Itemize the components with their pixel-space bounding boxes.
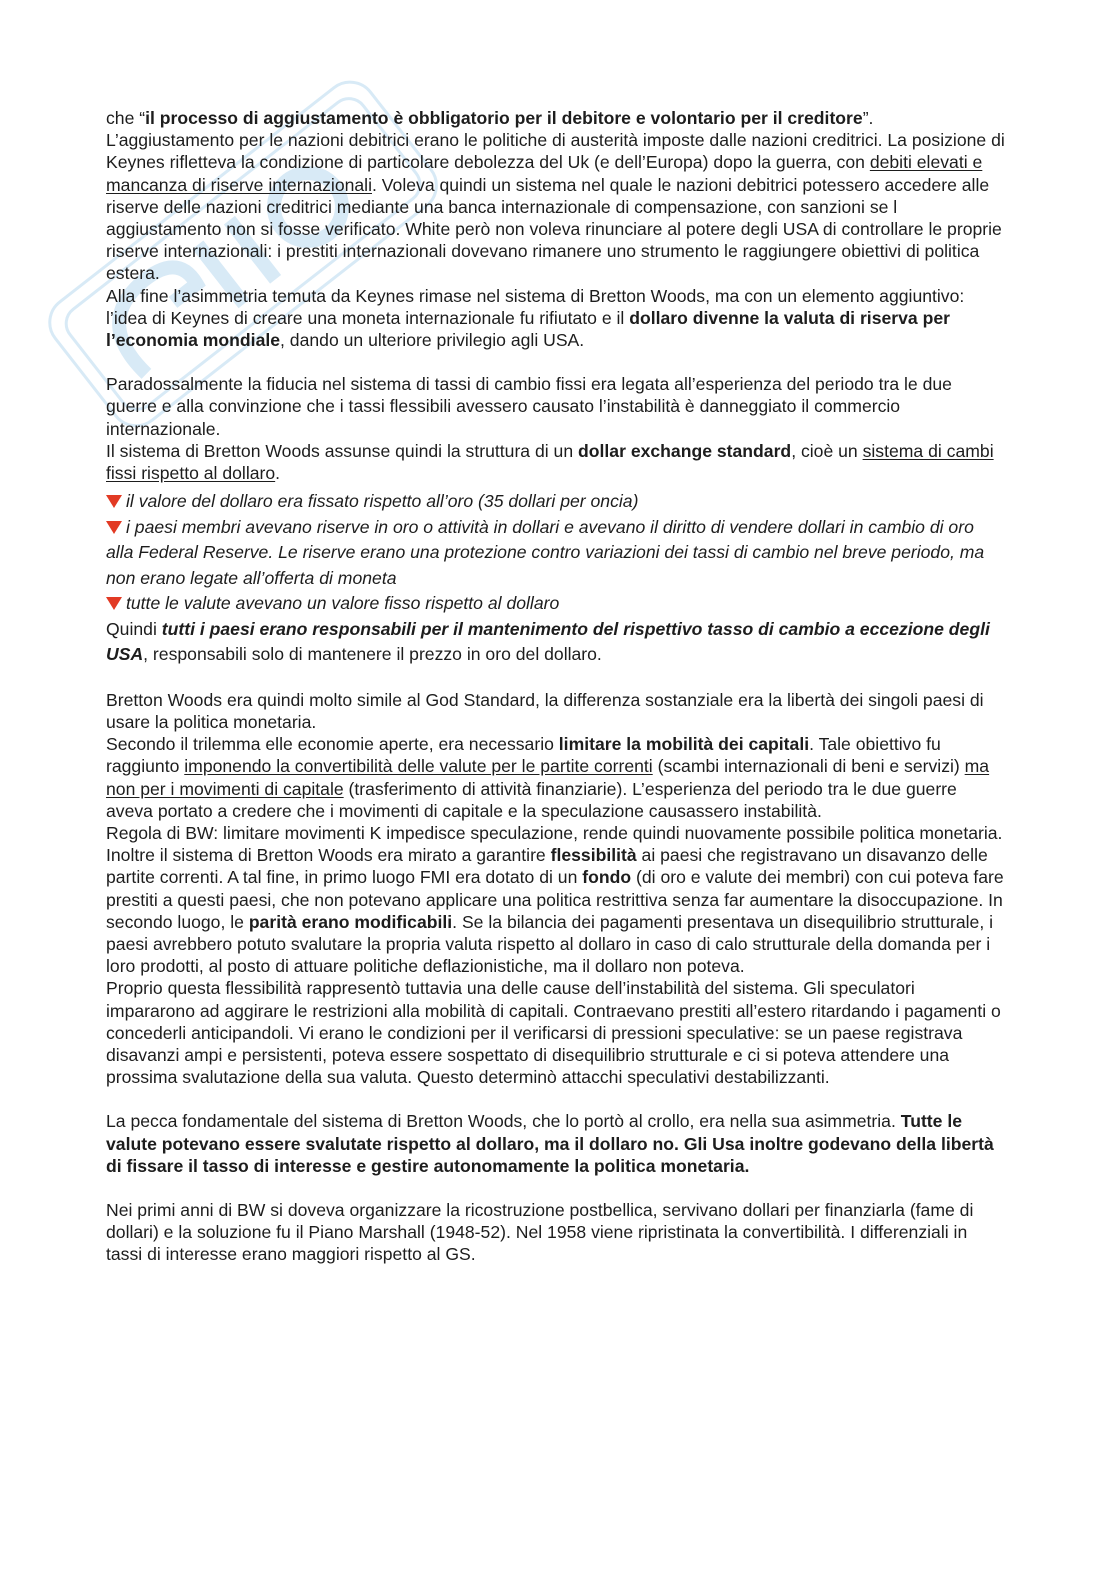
text-run: . Tale obiettivo fu raggiunto — [106, 734, 941, 777]
document-page — [106, 107, 1006, 1266]
bullet-item — [106, 489, 1006, 515]
text-run: La pecca fondamentale del sistema di Bretton Woods, che lo portò al crollo, era nella sua asimmetria. — [106, 1111, 901, 1132]
text-run: Bretton Woods era quindi molto simile al God Standard, la differenza sostanziale era la libertà dei singoli paesi di usare la politica monetaria. — [106, 689, 984, 732]
text-run: Quindi — [106, 618, 162, 639]
paragraph — [106, 689, 1006, 733]
text-run: ”. L’aggiustamento per le nazioni debitrici erano le politiche di austerità imposte dalle nazioni creditrici. La posizione di Keynes rifletteva la condizione di particolare debolezza del Uk (e dell’Europa) dopo la guerra, con — [106, 108, 1005, 173]
text-run: Nei primi anni di BW si doveva organizzare la ricostruzione postbellica, servivano dollari per finanziarla (fame di dollari) e la soluzione fu il Piano Marshall (1948-52). Nel 1958 viene ripristinata la convertibilità. I differenziali in tassi di interesse erano maggiori rispetto al GS. — [106, 1200, 974, 1265]
paragraph-spacer — [106, 1088, 1006, 1110]
underlined-text: ma non per i movimenti di capitale — [106, 756, 990, 799]
text-run: , dando un ulteriore privilegio agli USA. — [280, 330, 585, 351]
text-run: ai paesi che registravano un disavanzo delle partite correnti. A tal fine, in primo luogo FMI era dotato di un — [106, 845, 988, 888]
bold-text: limitare la mobilità dei capitali — [558, 734, 810, 755]
underlined-text: debiti elevati e mancanza di riserve internazionali — [106, 152, 983, 195]
bold-text: fondo — [582, 867, 632, 888]
text-run: . Voleva quindi un sistema nel quale le nazioni debitrici potessero accedere alle riserve delle nazioni creditrici mediante una banca internazionale di compensazione, con sanzioni se l aggiustamento non si fosse verificato. White però non voleva rinunciare al potere degli USA di controllare le proprie riserve internazionali: i prestiti internazionali dovevano rimanere uno strumento le raggiungere obiettivi di politica estera. — [106, 174, 1002, 284]
text-run: (scambi internazionali di beni e servizi) — [652, 756, 965, 777]
text-run: il valore del dollaro era fissato rispetto all’oro (35 dollari per oncia) — [126, 491, 639, 512]
paragraph-spacer — [106, 667, 1006, 689]
paragraph — [106, 1199, 1006, 1266]
text-run: Alla fine l’asimmetria temuta da Keynes rimase nel sistema di Bretton Woods, ma con un elemento aggiuntivo: l’idea di Keynes di creare una moneta internazionale fu rifiutato e il — [106, 285, 965, 328]
paragraph — [106, 1110, 1006, 1177]
text-run: . Se la bilancia dei pagamenti presentava un disequilibrio strutturale, i paesi avrebbero potuto svalutare la propria valuta rispetto al dollaro in caso di calo strutturale della domanda per i loro prodotti, al posto di attuare politiche deflazionistiche, ma il dollaro non poteva. — [106, 911, 994, 977]
red-triangle-bullet-icon — [106, 495, 122, 508]
text-run: tutte le valute avevano un valore fisso rispetto al dollaro — [126, 593, 560, 614]
paragraph — [106, 440, 1006, 484]
underlined-text: imponendo la convertibilità delle valute per le partite correnti — [184, 756, 653, 777]
bold-text: dollaro divenne la valuta di riserva per l’economia mondiale — [106, 307, 950, 351]
text-run: Secondo il trilemma elle economie aperte, era necessario — [106, 734, 559, 755]
paragraph-spacer — [106, 351, 1006, 373]
paragraph — [106, 107, 1006, 285]
bold-text: Tutte le valute potevano essere svalutate rispetto al dollaro, ma il dollaro no. Gli Usa inoltre godevano della libertà di fissare il tasso di interesse e gestire autonomamente la politica monetaria. — [106, 1111, 994, 1176]
text-run: (trasferimento di attività finanziarie). L’esperienza del periodo tra le due guerre aveva portato a credere che i movimenti di capitale e la speculazione causassero instabilità. — [106, 778, 957, 821]
text-run: Inoltre il sistema di Bretton Woods era mirato a garantire — [106, 845, 551, 866]
text-run: . — [275, 463, 281, 484]
bold-text: parità erano modificabili — [248, 911, 453, 932]
text-run: Paradossalmente la fiducia nel sistema di tassi di cambio fissi era legata all’esperienza del periodo tra le due guerre e alla convinzione che i tassi flessibili avessero causato l’instabilità è danneggiato il commercio internazionale. — [106, 374, 952, 439]
underlined-text: sistema di cambi fissi rispetto al dollaro — [106, 440, 994, 484]
paragraph — [106, 733, 1006, 822]
text-run: Il sistema di Bretton Woods assunse quindi la struttura di un — [106, 440, 579, 461]
text-run: , responsabili solo di mantenere il prezzo in oro del dollaro. — [143, 643, 602, 664]
text-run: (di oro e valute dei membri) con cui poteva fare prestiti a questi paesi, che non potevano applicare una politica restrittiva senza far aumentare la disoccupazione. In secondo luogo, le — [106, 867, 1004, 932]
paragraph-spacer — [106, 1177, 1006, 1199]
bullet-item — [106, 591, 1006, 617]
bullet-item — [106, 515, 1006, 592]
paragraph — [106, 373, 1006, 440]
paragraph — [106, 617, 1006, 667]
text-run: , cioè un — [791, 440, 863, 461]
red-triangle-bullet-icon — [106, 521, 122, 534]
bold-text: il processo di aggiustamento è obbligatorio per il debitore e volontario per il creditore — [145, 108, 863, 128]
red-triangle-bullet-icon — [106, 597, 122, 610]
text-run: Regola di BW: limitare movimenti K impedisce speculazione, rende quindi nuovamente possibile politica monetaria. — [106, 822, 1003, 843]
text-run: i paesi membri avevano riserve in oro o attività in dollari e avevano il diritto di vendere dollari in cambio di oro alla Federal Reserve. Le riserve erano una protezione contro variazioni dei tassi di cambio nel breve periodo, ma non erano legate all’offerta di moneta — [106, 516, 985, 588]
paragraph — [106, 285, 1006, 352]
bold-text: tutti i paesi erano responsabili per il mantenimento del rispettivo tasso di cambio a eccezione degli USA — [106, 618, 990, 664]
text-run: che “ — [106, 108, 146, 128]
paragraph — [106, 977, 1006, 1088]
paragraph — [106, 844, 1006, 977]
bold-text: dollar exchange standard — [578, 440, 792, 461]
bold-text: flessibilità — [550, 845, 637, 866]
text-run: Proprio questa flessibilità rappresentò tuttavia una delle cause dell’instabilità del sistema. Gli speculatori impararono ad aggirare le restrizioni alla mobilità di capitali. Contraevano prestiti all’estero ritardando i pagamenti o concederli anticipandoli. Vi erano le condizioni per il verificarsi di pressioni speculative: se un paese registrava disavanzi ampi e persistenti, poteva essere sospettato di disequilibrio strutturale e ci si poteva attendere una prossima svalutazione della sua valuta. Questo determinò attacchi speculativi destabilizzanti. — [106, 978, 1001, 1088]
paragraph — [106, 822, 1006, 844]
